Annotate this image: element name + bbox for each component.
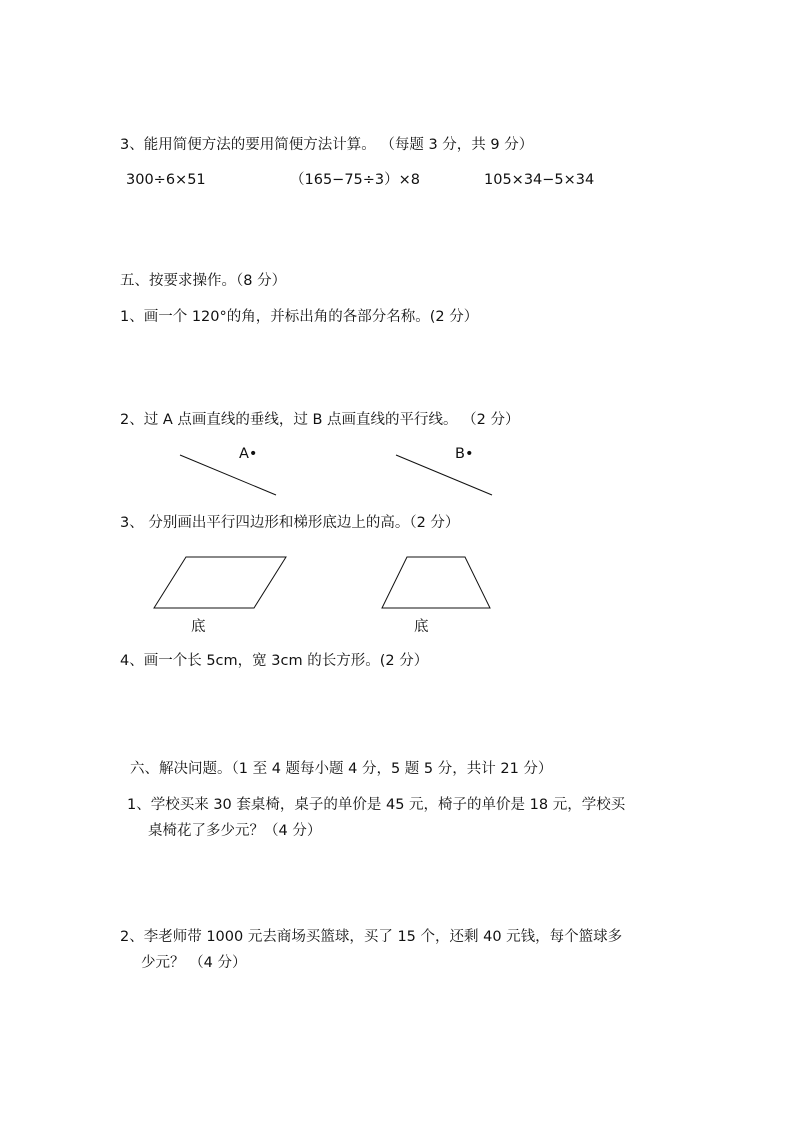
point-a-label: A• bbox=[239, 446, 258, 462]
parallelogram-shape bbox=[154, 557, 286, 608]
problem-1-line-2: 桌椅花了多少元？（4 分） bbox=[148, 823, 322, 839]
trapezoid-base-label: 底 bbox=[414, 619, 429, 635]
expression-1: 300÷6×51 bbox=[126, 172, 206, 188]
rectangle-question: 4、画一个长 5cm，宽 3cm 的长方形。(2 分） bbox=[120, 653, 429, 669]
parallelogram-base-label: 底 bbox=[191, 619, 206, 635]
expression-2: （165−75÷3）×8 bbox=[290, 172, 421, 188]
height-question: 3、 分别画出平行四边形和梯形底边上的高。（2 分） bbox=[120, 515, 460, 531]
problem-1-line-1: 1、学校买来 30 套桌椅，桌子的单价是 45 元，椅子的单价是 18 元，学校买 bbox=[127, 797, 626, 813]
problem-2-line-2: 少元？ （4 分） bbox=[141, 955, 247, 971]
point-b-label: B• bbox=[455, 446, 474, 462]
section-five-title: 五、按要求操作。（8 分） bbox=[120, 273, 287, 289]
expression-3: 105×34−5×34 bbox=[484, 172, 595, 188]
section-six-title: 六、解决问题。（1 至 4 题每小题 4 分，5 题 5 分，共计 21 分） bbox=[130, 761, 553, 777]
trapezoid-shape bbox=[382, 557, 490, 608]
line-near-point-a bbox=[180, 455, 276, 495]
line-near-point-b bbox=[396, 455, 492, 495]
perpendicular-question: 2、过 A 点画直线的垂线，过 B 点画直线的平行线。 （2 分） bbox=[120, 412, 520, 428]
problem-2-line-1: 2、李老师带 1000 元去商场买篮球，买了 15 个，还剩 40 元钱，每个篮球多 bbox=[120, 929, 623, 945]
calc-question-title: 3、能用简便方法的要用简便方法计算。 （每题 3 分，共 9 分） bbox=[120, 137, 534, 153]
angle-question: 1、画一个 120°的角，并标出角的各部分名称。(2 分） bbox=[120, 309, 479, 325]
